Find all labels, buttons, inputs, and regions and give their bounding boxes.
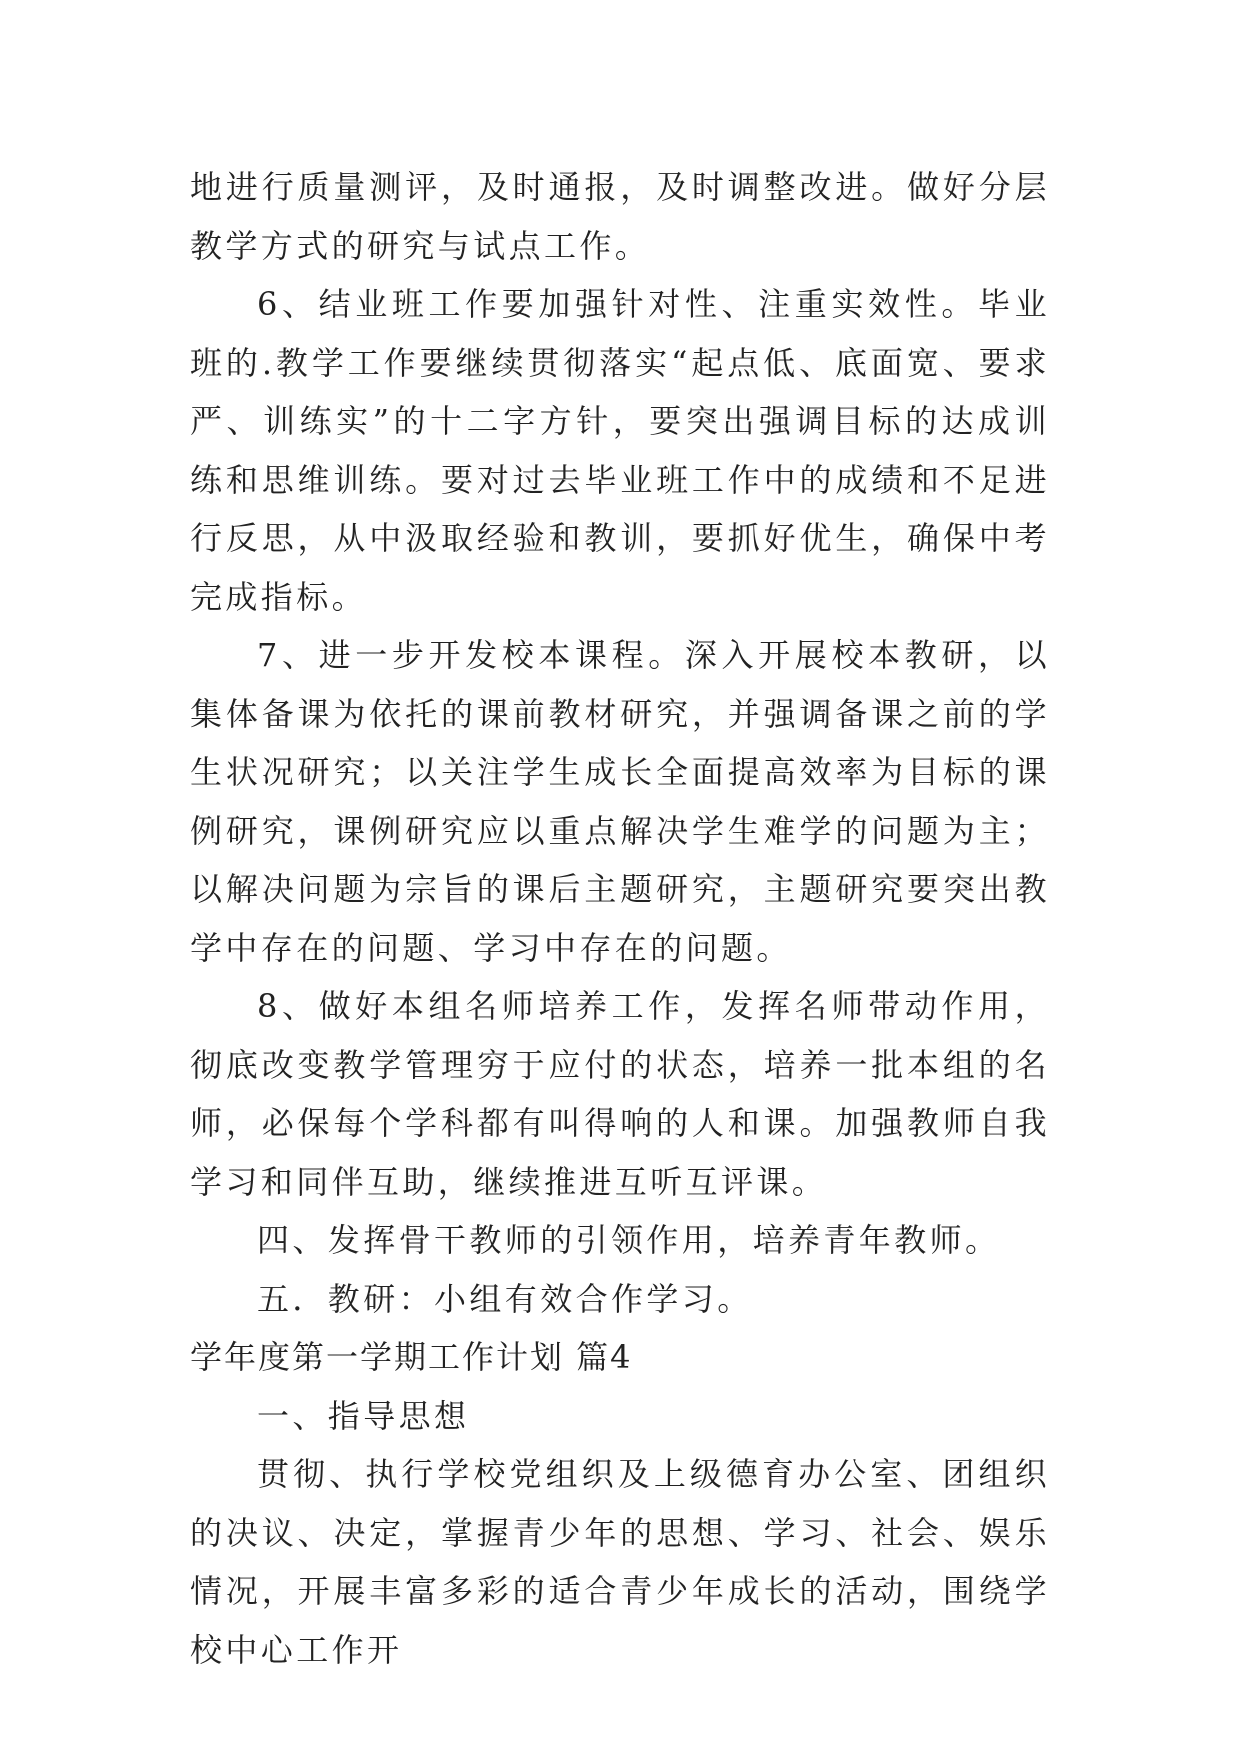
paragraph-guiding-thought: 贯彻、执行学校党组织及上级德育办公室、团组织的决议、决定，掌握青少年的思想、学习、社会、娱乐情况，开展丰富多彩的适合青少年成长的活动，围绕学校中心工作开 (190, 1455, 1050, 1669)
paragraph-item-7: 7、进一步开发校本课程。深入开展校本教研，以集体备课为依托的课前教材研究，并强调备课之前的学生状况研究；以关注学生成长全面提高效率为目标的课例研究，课例研究应以重点解决学生难学的问题为主；以解决问题为宗旨的课后主题研究，主题研究要突出教学中存在的问题、学习中存在的问题。 (190, 636, 1050, 967)
document-body (190, 158, 1050, 1679)
paragraph-item-8: 8、做好本组名师培养工作，发挥名师带动作用，彻底改变教学管理穷于应付的状态，培养一批本组的名师，必保每个学科都有叫得响的人和课。加强教师自我学习和同伴互助，继续推进互听互评课。 (190, 987, 1050, 1201)
section-heading-four: 四、发挥骨干教师的引领作用，培养青年教师。 (257, 1221, 1001, 1259)
paragraph-item-6: 6、结业班工作要加强针对性、注重实效性。毕业班的.教学工作要继续贯彻落实“起点低、底面宽、要求严、训练实”的十二字方针，要突出强调目标的达成训练和思维训练。要对过去毕业班工作中的成绩和不足进行反思，从中汲取经验和教训，要抓好优生，确保中考完成指标。 (190, 285, 1050, 616)
section-heading-five: 五．教研：小组有效合作学习。 (257, 1279, 753, 1318)
paragraph-continuation: 地进行质量测评，及时通报，及时调整改进。做好分层教学方式的研究与试点工作。 (190, 168, 1050, 265)
section-heading-one: 一、指导思想 (257, 1396, 470, 1435)
document-section-title: 学年度第一学期工作计划 篇4 (190, 1338, 633, 1376)
